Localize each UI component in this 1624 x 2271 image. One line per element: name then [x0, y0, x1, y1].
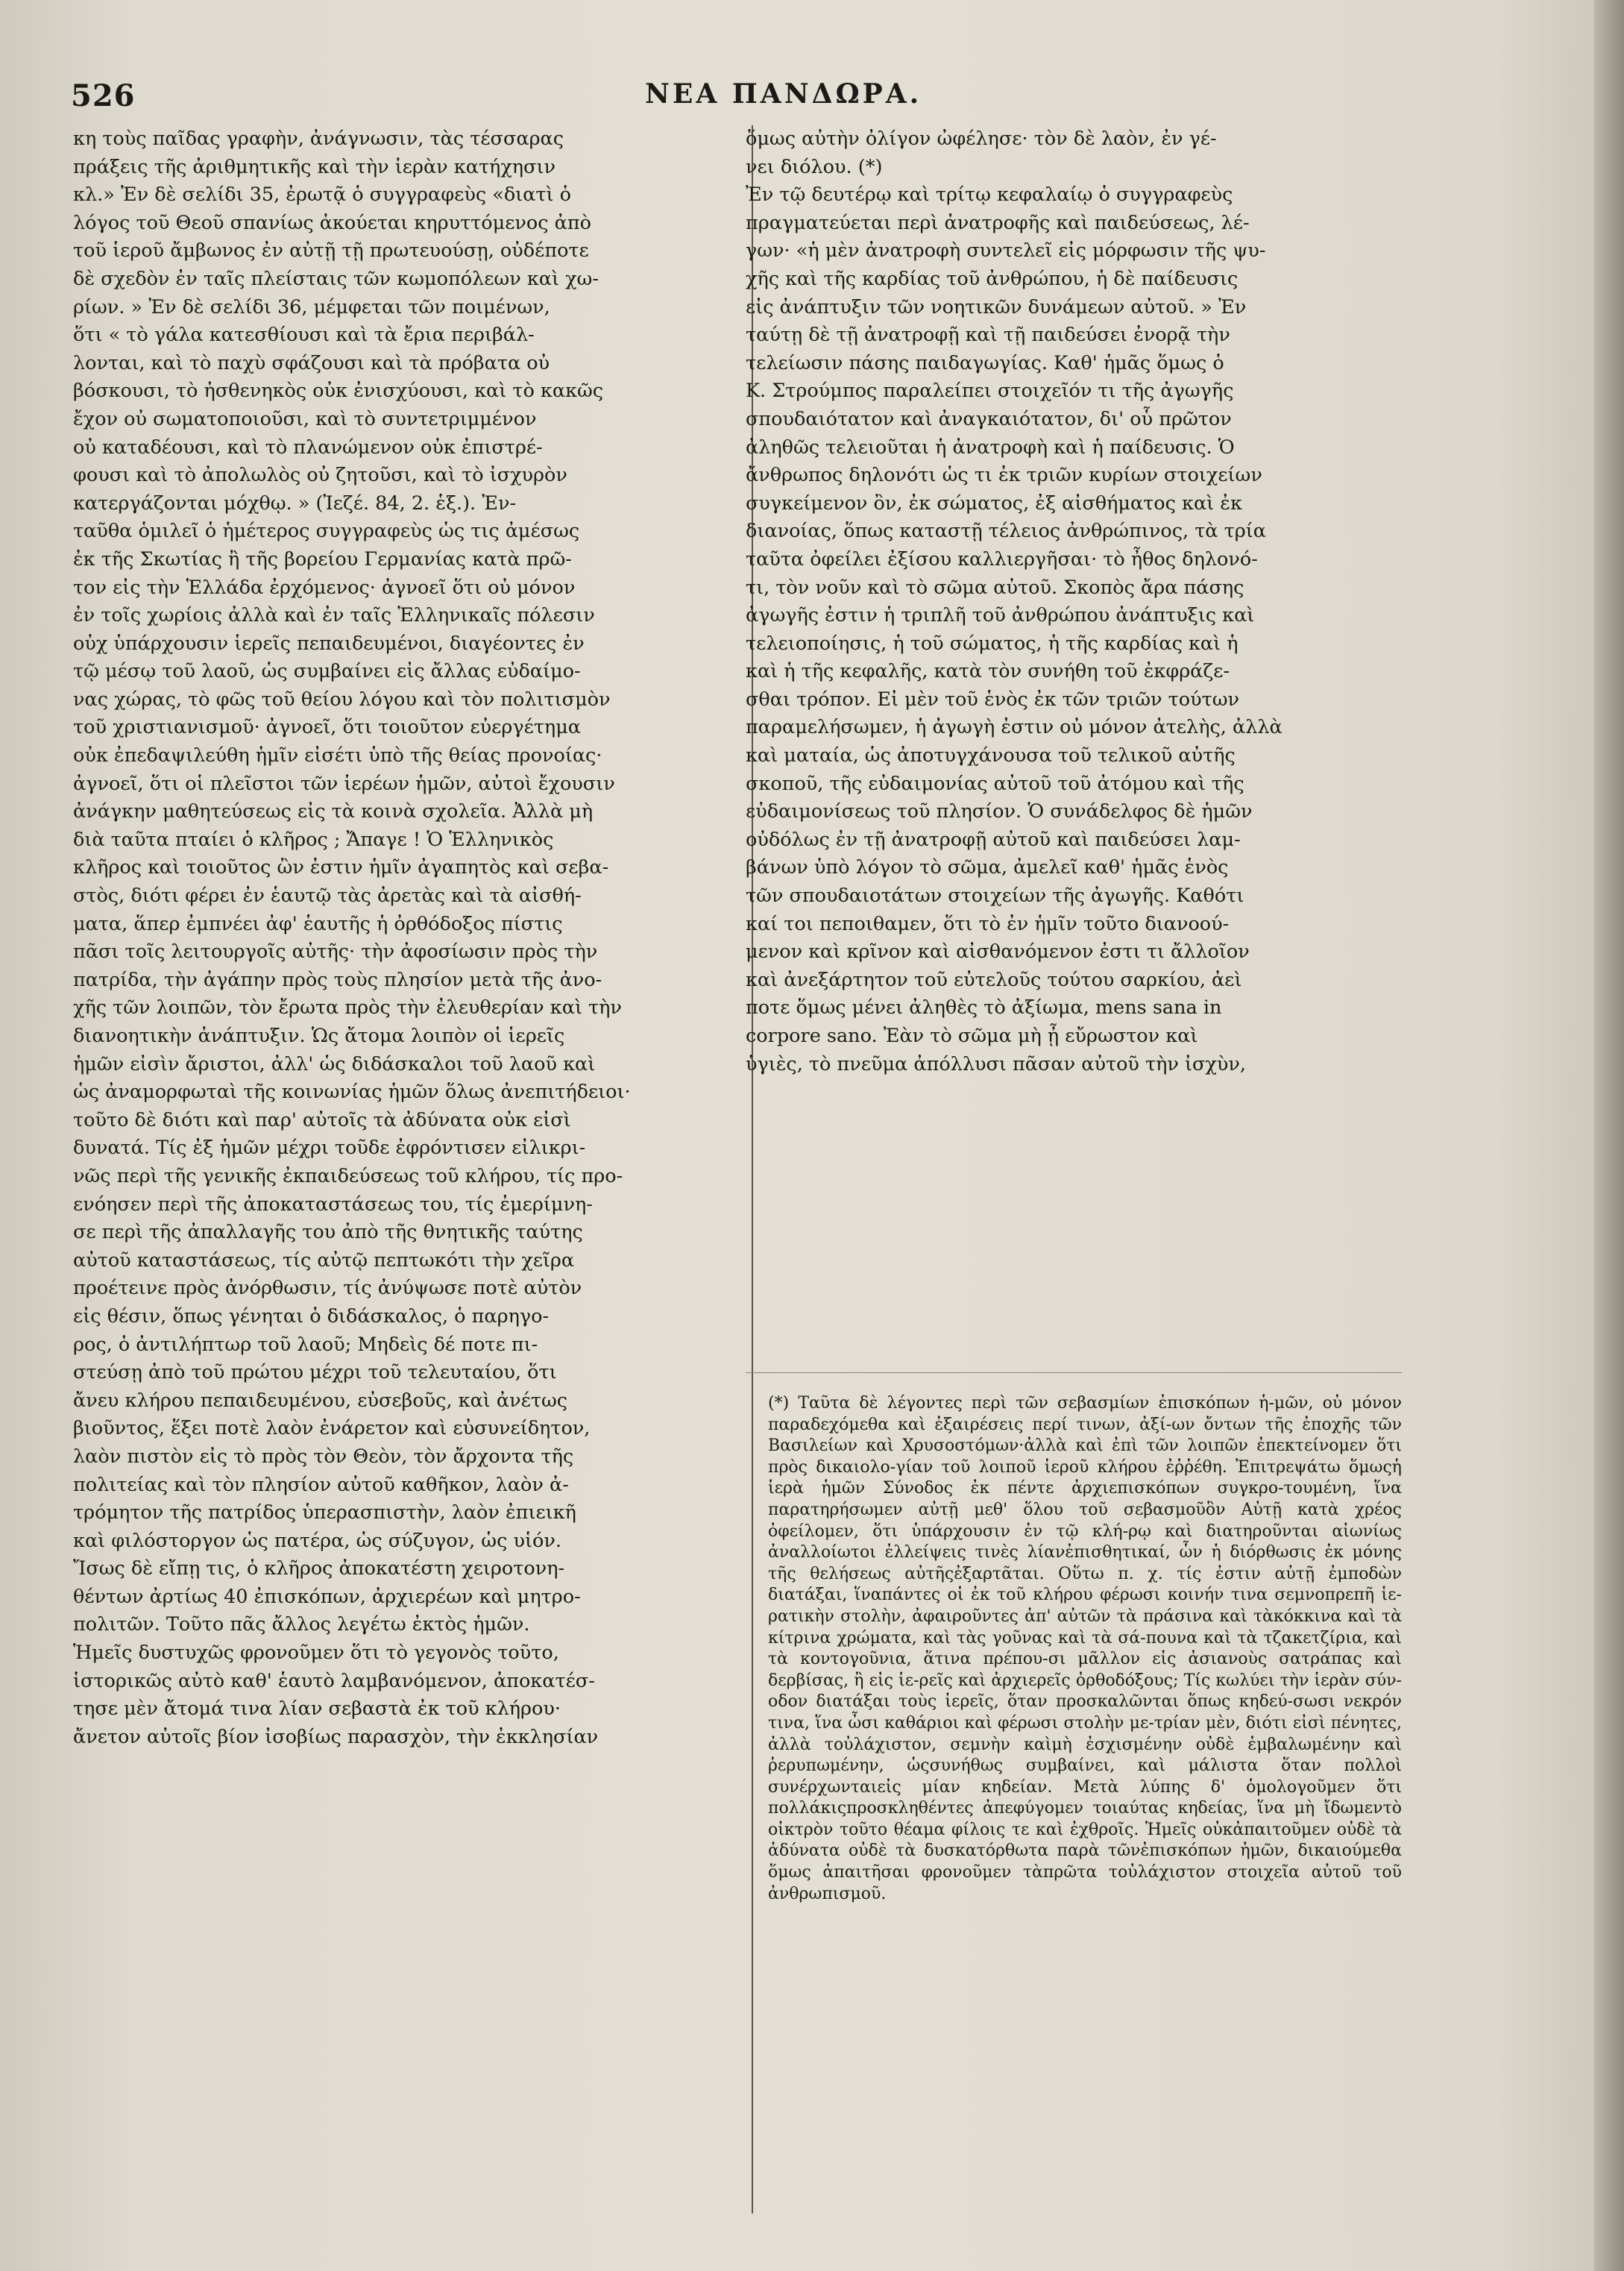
text-line: δὲ σχεδὸν ἐν ταῖς πλείσταις τῶν κωμοπόλεων καὶ χω- [73, 267, 599, 290]
footnote-line: ρατικὴν στολὴν, ἀφαιροῦντες ἀπ' αὐτῶν τὰ πράσινα καὶ τὰ [768, 1606, 1274, 1626]
text-line: βιοῦντος, ἕξει ποτὲ λαὸν ἐνάρετον καὶ εὐσυνείδητον, [73, 1417, 591, 1440]
text-line: ὡς ἀναμορφωταὶ τῆς κοινωνίας ἡμῶν ὅλως ἀνεπιτήδειοι· [73, 1081, 631, 1104]
footnote-line: (*) Ταῦτα δὲ λέγοντες περὶ τῶν σεβασμίων ἐπισκόπων ἡ- [768, 1394, 1274, 1413]
text-line: φουσι καὶ τὸ ἀπολωλὸς οὐ ζητοῦσι, καὶ τὸ ἰσχυρὸν [73, 464, 567, 487]
text-line: ὑγιὲς, τὸ πνεῦμα ἀπόλλυσι πᾶσαν αὐτοῦ τὴν ἰσχὺν, [746, 1052, 1246, 1075]
text-line: πράξεις τῆς ἀριθμητικῆς καὶ τὴν ἱερὰν κατήχησιν [73, 155, 556, 178]
book-spine-shadow [1594, 0, 1624, 2271]
footnote-line: εἰς μίαν κηδείαν. Μετὰ λύπης δ' ὁμολογοῦμεν ὅτι πολλάκις [768, 1777, 1402, 1818]
text-line: σθαι τρόπον. Εἰ μὲν τοῦ ἑνὸς ἐκ τῶν τριῶν τούτων [746, 688, 1240, 711]
text-line: εἰς θέσιν, ὅπως γένηται ὁ διδάσκαλος, ὁ παρηγο- [73, 1304, 550, 1328]
text-line: ἐκ τῆς Σκωτίας ἢ τῆς βορείου Γερμανίας κατὰ πρῶ- [73, 547, 572, 571]
footnote-line: ἐπισθητικαί, ὧν ἡ διόρθωσις ἐκ μόνης τῆς θελήσεως αὐτῆς [768, 1543, 1402, 1583]
text-line: ρος, ὁ ἀντιλήπτωρ τοῦ λαοῦ; Μηδεὶς δέ ποτε πι- [73, 1333, 538, 1356]
footnote-line: σι μᾶλλον εἰς ἀσιανοὺς σατράπας καὶ δερβίσας, ἢ εἰς ἱε- [768, 1650, 1402, 1690]
text-line: διανοίας, ὅπως καταστῇ τέλειος ἀνθρώπινος, τὰ τρία [746, 520, 1266, 543]
footnote-line: ἀπαιτοῦμεν οὐδὲ τὰ ἀδύνατα οὐδὲ τὰ δυσκατόρθωτα παρὰ τῶν [768, 1820, 1403, 1861]
text-line: βόσκουσι, τὸ ἠσθενηκὸς οὐκ ἐνισχύουσι, καὶ τὸ κακῶς [73, 380, 604, 403]
text-line: τελειοποίησις, ἡ τοῦ σώματος, ἡ τῆς καρδίας καὶ ἡ [746, 632, 1239, 655]
text-line: πραγματεύεται περὶ ἀνατροφῆς καὶ παιδεύσεως, λέ- [746, 211, 1250, 234]
text-line: τρόμητον τῆς πατρίδος ὑπερασπιστὴν, λαὸν ἐπιεικῆ [73, 1501, 576, 1524]
text-line: οὐκ ἐπεδαψιλεύθη ἡμῖν εἰσέτι ὑπὸ τῆς θείας προνοίας· [73, 744, 602, 767]
text-line: νας χώρας, τὸ φῶς τοῦ θείου λόγου καὶ τὸν πολιτισμὸν [73, 688, 611, 711]
footnote-line: ἡ ἱερὰ ἡμῶν Σύνοδος ἐκ πέντε ἀρχιεπισκόπων συγκρο- [768, 1457, 1402, 1498]
footnote-line: προσκληθέντες ἀπεφύγομεν τοιαύτας κηδείας, ἵνα μὴ ἴδωμεν [846, 1799, 1383, 1818]
text-line: νει διόλου. (*) [746, 155, 883, 178]
text-line: ενόησεν περὶ τῆς ἀποκαταστάσεως του, τίς ἐμερίμνη- [73, 1193, 593, 1216]
text-line: τον εἰς τὴν Ἑλλάδα ἐρχόμενος· ἀγνοεῖ ὅτι οὐ μόνον [73, 576, 576, 599]
text-line: corpore sano. Ἐὰν τὸ σῶμα μὴ ᾖ εὔρωστον καὶ [746, 1025, 1198, 1047]
footnote-line: ὃν Αὐτῇ κατὰ χρέος ὀφείλομεν, ὅτι ὑπάρχουσιν ἐν τῷ κλή- [768, 1500, 1403, 1541]
footnote-line: κόκκινα καὶ τὰ κίτρινα χρώματα, καὶ τὰς γοῦνας καὶ τὰ σά- [768, 1606, 1402, 1648]
text-line: χῆς καὶ τῆς καρδίας τοῦ ἀνθρώπου, ἡ δὲ παίδευσις [746, 267, 1239, 290]
text-line: τῶν σπουδαιοτάτων στοιχείων τῆς ἀγωγῆς. Καθότι [746, 885, 1244, 908]
text-line: ἄνευ κλήρου πεπαιδευμένου, εὐσεβοῦς, καὶ ἀνέτως [73, 1389, 568, 1412]
text-line: ταῦθα ὁμιλεῖ ὁ ἡμέτερος συγγραφεὺς ὡς τις ἀμέσως [73, 520, 580, 543]
text-line: ὅτι « τὸ γάλα κατεσθίουσι καὶ τὰ ἔρια περιβάλ- [73, 324, 535, 347]
footnote-line: σωσι νεκρόν τινα, ἵνα ὦσι καθάριοι καὶ φέρωσι στολὴν με- [768, 1692, 1402, 1733]
footnote-line: συνήθως συμβαίνει, καὶ μάλιστα ὅταν πολλοὶ συνέρχωνται [768, 1756, 1402, 1797]
right-text-column [746, 125, 1402, 1078]
text-line: πολιτῶν. Τοῦτο πᾶς ἄλλος λεγέτω ἐκτὸς ἡμῶν. [73, 1613, 530, 1636]
text-line: ταύτῃ δὲ τῇ ἀνατροφῇ καὶ τῇ παιδεύσει ἐνορᾷ τὴν [746, 324, 1230, 347]
text-line: ποτε ὅμως μένει ἀληθὲς τὸ ἀξίωμα, mens sana in [746, 996, 1222, 1020]
text-line: ὅμως αὐτὴν ὀλίγον ὠφέλησε· τὸν δὲ λαὸν, ἐν γέ- [746, 128, 1217, 150]
text-line: τοῦ ἱεροῦ ἄμβωνος ἐν αὐτῇ τῇ πρωτευούσῃ, οὐδέποτε [73, 239, 589, 263]
footnote-line: ων ὄντων τῆς ἐποχῆς τῶν Βασιλείων καὶ Χρυσοστόμων· [768, 1415, 1402, 1456]
text-line: καί τοι πεποιθαμεν, ὅτι τὸ ἐν ἡμῖν τοῦτο διανοού- [746, 912, 1230, 935]
text-line: ἀγνοεῖ, ὅτι οἱ πλεῖστοι τῶν ἱερέων ἡμῶν, αὐτοὶ ἔχουσιν [73, 772, 615, 795]
text-line: ἄνετον αὐτοῖς βίον ἰσοβίως παρασχὸν, τὴν ἐκκλησίαν [73, 1725, 599, 1748]
text-line: εὐδαιμονίσεως τοῦ πλησίον. Ὁ συνάδελφος δὲ ἡμῶν [746, 800, 1253, 823]
text-line: στεύσῃ ἀπὸ τοῦ πρώτου μέχρι τοῦ τελευταίου, ὅτι [73, 1361, 557, 1384]
footnote-line: ἀλλὰ καὶ ἐπὶ τῶν λοιπῶν ἐπεκτείνομεν ὅτι πρὸς δικαιολο- [768, 1436, 1403, 1477]
text-line: σκοποῦ, τῆς εὐδαιμονίας αὐτοῦ τοῦ ἀτόμου καὶ τῆς [746, 772, 1244, 795]
text-line: καὶ ἡ τῆς κεφαλῆς, κατὰ τὸν συνήθη τοῦ ἐκφράζε- [746, 660, 1230, 683]
text-line: βάνων ὑπὸ λόγον τὸ σῶμα, ἀμελεῖ καθ' ἡμᾶς ἑνὸς [746, 856, 1229, 879]
text-line: προέτεινε πρὸς ἀνόρθωσιν, τίς ἀνύψωσε ποτὲ αὐτὸν [73, 1277, 582, 1300]
text-line: μενον καὶ κρῖνον καὶ αἰσθανόμενον ἐστι τι ἄλλοῖον [746, 940, 1250, 964]
left-text-column [73, 125, 755, 1751]
text-line: χῆς τῶν λοιπῶν, τὸν ἔρωτα πρὸς τὴν ἐλευθερίαν καὶ τὴν [73, 996, 622, 1020]
footnote-line: τὸ οἰκτρὸν τοῦτο θέαμα φίλοις τε καὶ ἐχθροῖς. Ἡμεῖς οὐκ [768, 1799, 1402, 1839]
text-line: οὐδόλως ἐν τῇ ἀνατροφῇ αὐτοῦ καὶ παιδεύσει λαμ- [746, 828, 1241, 851]
text-line: εἰς ἀνάπτυξιν τῶν νοητικῶν δυνάμεων αὐτοῦ. » Ἐν [746, 295, 1247, 318]
text-line: αὐτοῦ καταστάσεως, τίς αὐτῷ πεπτωκότι τὴν χεῖρα [73, 1248, 575, 1272]
footnote [768, 1393, 1402, 1905]
footnote-line: μὴ ἐσχισμένην οὐδὲ ἐμβαλωμένην καὶ ῥερυπωμένην, ὡς [768, 1735, 1402, 1776]
text-line: ρίων. » Ἐν δὲ σελίδι 36, μέμφεται τῶν ποιμένων, [73, 295, 550, 318]
text-line: κλῆρος καὶ τοιοῦτος ὢν ἐστιν ἡμῖν ἀγαπητὸς καὶ σεβα- [73, 856, 609, 879]
text-line: τῷ μέσῳ τοῦ λαοῦ, ὡς συμβαίνει εἰς ἄλλας εὐδαίμο- [73, 660, 581, 683]
text-line: δυνατά. Τίς ἐξ ἡμῶν μέχρι τοῦδε ἐφρόντισεν εἰλικρι- [73, 1137, 586, 1160]
text-line: ἄνθρωπος δηλονότι ὡς τι ἐκ τριῶν κυρίων στοιχείων [746, 464, 1262, 487]
text-line: Ἡμεῖς δυστυχῶς φρονοῦμεν ὅτι τὸ γεγονὸς τοῦτο, [73, 1642, 559, 1665]
text-line: τοῦτο δὲ διότι καὶ παρ' αὐτοῖς τὰ ἀδύνατα οὐκ εἰσὶ [73, 1108, 571, 1131]
footnote-line: ρῳ καὶ διατηροῦνται αἰωνίως ἀναλλοίωτοι ἐλλείψεις τινὲς λίαν [768, 1521, 1402, 1562]
footnote-line: ρεῖς καὶ ἀρχιερεῖς ὀρθοδόξους; Τίς κωλύει τὴν ἱερὰν σύν- [919, 1671, 1402, 1690]
text-line: συγκείμενον ὂν, ἐκ σώματος, ἐξ αἰσθήματος καὶ ἐκ [746, 491, 1242, 515]
running-title: ΝΕΑ ΠΑΝΔΩΡΑ. [645, 78, 922, 110]
footnote-line: τρίαν μὲν, διότι εἰσὶ πένητες, ἀλλὰ τοὐλάχιστον, σεμνὴν καὶ [768, 1713, 1403, 1754]
text-line: λαὸν πιστὸν εἰς τὸ πρὸς τὸν Θεὸν, τὸν ἄρχοντα τῆς [73, 1445, 574, 1468]
footnote-line: μῶν, οὐ μόνον παραδεχόμεθα καὶ ἐξαιρέσεις περί τινων, ἀξί- [768, 1394, 1402, 1434]
footnote-line: ἐπισκόπων ἡμῶν, δικαιούμεθα ὅμως ἀπαιτῆσαι φρονοῦμεν τὰ [768, 1841, 1402, 1882]
text-line: ἔχον οὐ σωματοποιοῦσι, καὶ τὸ συντετριμμένον [73, 407, 537, 430]
text-line: σε περὶ τῆς ἀπαλλαγῆς του ἀπὸ τῆς θνητικῆς ταύτης [73, 1221, 583, 1244]
text-line: τησε μὲν ἄτομά τινα λίαν σεβαστὰ ἐκ τοῦ κλήρου· [73, 1697, 561, 1721]
text-line: κη τοὺς παῖδας γραφὴν, ἀνάγνωσιν, τὰς τέσσαρας [73, 128, 564, 150]
text-line: λονται, καὶ τὸ παχὺ σφάζουσι καὶ τὰ πρόβατα οὐ [73, 351, 550, 374]
text-line: σπουδαιότατον καὶ ἀναγκαιότατον, δι' οὗ πρῶτον [746, 407, 1232, 430]
footnote-line: ἐξαρτᾶται. Οὕτω π. χ. τίς ἐστιν αὐτῇ ἐμποδὼν διατάξαι, ἵνα [768, 1564, 1402, 1605]
text-line: ἀγωγῆς ἐστιν ἡ τριπλῆ τοῦ ἀνθρώπου ἀνάπτυξις καὶ [746, 604, 1255, 627]
footnote-line: οδον διατάξαι τοὺς ἱερεῖς, ὅταν προσκαλῶνται ὅπως κηδεύ- [768, 1692, 1294, 1712]
text-line: ματα, ἅπερ ἐμπνέει ἀφ' ἑαυτῆς ἡ ὀρθόδοξος πίστις [73, 912, 563, 935]
text-line: κλ.» Ἐν δὲ σελίδι 35, ἐρωτᾷ ὁ συγγραφεὺς «διατὶ ὁ [73, 183, 571, 207]
text-line: γων· «ἡ μὲν ἀνατροφὴ συντελεῖ εἰς μόρφωσιν τῆς ψυ- [746, 239, 1266, 263]
text-line: καὶ ματαία, ὡς ἀποτυγχάνουσα τοῦ τελικοῦ αὐτῆς [746, 744, 1236, 767]
text-line: πᾶσι τοῖς λειτουργοῖς αὐτῆς· τὴν ἀφοσίωσιν πρὸς τὴν [73, 940, 598, 964]
text-line: στὸς, διότι φέρει ἐν ἑαυτῷ τὰς ἀρετὰς καὶ τὰ αἰσθή- [73, 885, 582, 908]
text-line: καὶ φιλόστοργον ὡς πατέρα, ὡς σύζυγον, ὡς υἱόν. [73, 1529, 561, 1552]
text-line: κατεργάζονται μόχθῳ. » (Ἰεζέ. 84, 2. ἑξ.). Ἐν- [73, 491, 517, 515]
text-line: νῶς περὶ τῆς γενικῆς ἐκπαιδεύσεως τοῦ κλήρου, τίς προ- [73, 1164, 623, 1187]
footnote-line: πρῶτα τοὐλάχιστον στοιχεῖα αὐτοῦ τοῦ ἀνθρωπισμοῦ. [768, 1863, 1402, 1903]
footnote-line: πουνα καὶ τὰ τζακετζίρια, καὶ τὰ κοντογοῦνια, ἅτινα πρέπου- [768, 1628, 1402, 1669]
text-line: λόγος τοῦ Θεοῦ σπανίως ἀκούεται κηρυττόμενος ἀπὸ [73, 211, 591, 234]
text-line: ἡμῶν εἰσὶν ἄριστοι, ἀλλ' ὡς διδάσκαλοι τοῦ λαοῦ καὶ [73, 1052, 596, 1075]
text-line: Ἐν τῷ δευτέρῳ καὶ τρίτῳ κεφαλαίῳ ὁ συγγραφεὺς [746, 183, 1233, 207]
text-line: παραμελήσωμεν, ἡ ἀγωγὴ ἐστιν οὐ μόνον ἀτελὴς, ἀλλὰ [746, 716, 1282, 739]
text-line: καὶ ἀνεξάρτητον τοῦ εὐτελοῦς τούτου σαρκίου, ἀεὶ [746, 968, 1242, 991]
page-number: 526 [71, 78, 136, 113]
text-line: τι, τὸν νοῦν καὶ τὸ σῶμα αὐτοῦ. Σκοπὸς ἄρα πάσης [746, 576, 1244, 599]
text-line: οὐ καταδέουσι, καὶ τὸ πλανώμενον οὐκ ἐπιστρέ- [73, 436, 543, 459]
text-line: πολιτείας καὶ τὸν πλησίον αὐτοῦ καθῆκον, λαὸν ἀ- [73, 1473, 569, 1496]
text-line: τοῦ χριστιανισμοῦ· ἀγνοεῖ, ὅτι τοιοῦτον εὐεργέτημα [73, 716, 582, 739]
text-line: τελείωσιν πάσης παιδαγωγίας. Καθ' ἡμᾶς ὅμως ὁ [746, 351, 1224, 374]
text-line: θέντων ἀρτίως 40 ἐπισκόπων, ἀρχιερέων καὶ μητρο- [73, 1585, 581, 1608]
text-line: ἀληθῶς τελειοῦται ἡ ἀνατροφὴ καὶ ἡ παίδευσις. Ὁ [746, 436, 1235, 459]
text-line: ἱστορικῶς αὐτὸ καθ' ἑαυτὸ λαμβανόμενον, ἀποκατέσ- [73, 1669, 595, 1692]
text-line: πατρίδα, τὴν ἀγάπην πρὸς τοὺς πλησίον μετὰ τῆς ἀνο- [73, 968, 602, 991]
text-line: διὰ ταῦτα πταίει ὁ κλῆρος ; Ἄπαγε ! Ὁ Ἑλληνικὸς [73, 828, 554, 851]
page-header [71, 78, 1398, 123]
footnote-line: πάντες οἱ ἐκ τοῦ κλήρου φέρωσι κοινήν τινα σεμνοπρεπῆ ἱε- [881, 1586, 1402, 1605]
text-line: διανοητικὴν ἀνάπτυξιν. Ὡς ἄτομα λοιπὸν οἱ ἱερεῖς [73, 1025, 565, 1047]
text-line: ἀνάγκην μαθητεύσεως εἰς τὰ κοινὰ σχολεῖα. Ἀλλὰ μὴ [73, 800, 594, 823]
footnote-rule [746, 1372, 1402, 1373]
footnote-line: γίαν τοῦ λοιποῦ ἱεροῦ κλήρου ἐῤῥέθη. Ἐπιτρεψάτω ὅμως [896, 1457, 1392, 1477]
footnote-line: τουμένη, ἵνα παρατηρήσωμεν αὐτῇ μεθ' ὅλου τοῦ σεβασμοῦ [768, 1479, 1402, 1519]
text-line: Κ. Στρούμπος παραλείπει στοιχεῖόν τι τῆς ἀγωγῆς [746, 380, 1234, 403]
text-line: ταῦτα ὀφείλει ἐξίσου καλλιεργῆσαι· τὸ ἦθος δηλονό- [746, 547, 1258, 571]
text-line: οὐχ ὑπάρχουσιν ἱερεῖς πεπαιδευμένοι, διαγέοντες ἐν [73, 632, 585, 655]
text-line: Ἴσως δὲ εἴπῃ τις, ὁ κλῆρος ἀποκατέστη χειροτονη- [73, 1557, 565, 1580]
text-line: ἐν τοῖς χωρίοις ἀλλὰ καὶ ἐν ταῖς Ἑλληνικαῖς πόλεσιν [73, 604, 595, 627]
